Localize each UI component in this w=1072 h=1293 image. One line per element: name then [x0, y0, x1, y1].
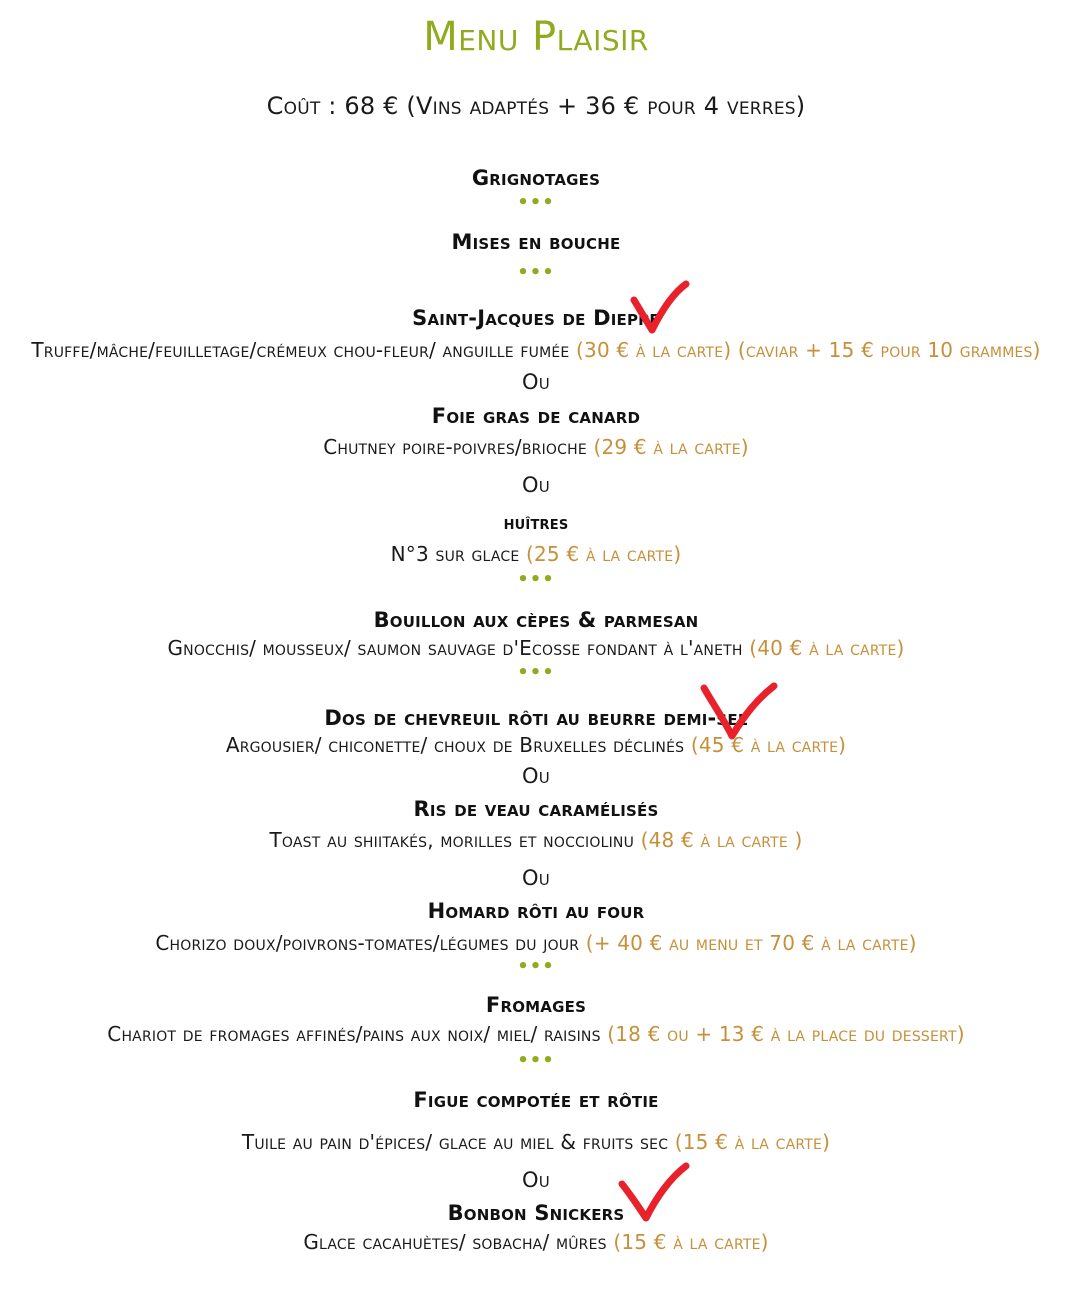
price-text: (45 € à la carte): [690, 733, 847, 757]
desc-homard: [0, 931, 1072, 955]
desc-text: Tuile au pain d'épices/ glace au miel & fruits sec: [241, 1130, 669, 1154]
desc-text: Toast au shiitakés, morilles et nocciolinu: [269, 828, 635, 852]
price-text: (18 € ou + 13 € à la place du dessert): [607, 1022, 965, 1046]
price-text: (30 € à la carte) (caviar + 15 € pour 10 grammes): [576, 338, 1041, 362]
price-text: (48 € à la carte ): [640, 828, 803, 852]
or-separator: Ou: [522, 866, 550, 890]
separator-dots: •••: [517, 662, 555, 683]
price-text: (15 € à la carte): [613, 1230, 769, 1254]
desc-text: Glace cacahuètes/ sobacha/ mûres: [303, 1230, 607, 1254]
or-separator: Ou: [522, 1168, 550, 1192]
dish-saint-jacques: Saint-Jacques de Dieppe: [412, 306, 660, 330]
price-text: (25 € à la carte): [526, 542, 682, 566]
separator-dots: •••: [517, 1050, 555, 1071]
checkmark-icon: [616, 1160, 692, 1224]
separator-dots: •••: [517, 192, 555, 213]
desc-text: Gnocchis/ mousseux/ saumon sauvage d'Ecosse fondant à l'aneth: [167, 636, 743, 660]
separator-dots: •••: [517, 569, 555, 590]
dish-grignotages: Grignotages: [471, 166, 601, 190]
or-separator: Ou: [522, 764, 550, 788]
desc-saint-jacques: [0, 338, 1072, 362]
desc-bonbon-snickers: [0, 1230, 1072, 1254]
desc-text: Truffe/mâche/feuilletage/crémeux chou-fleur/ anguille fumée: [31, 338, 570, 362]
desc-bouillon: [0, 636, 1072, 660]
desc-text: Chariot de fromages affinés/pains aux noix/ miel/ raisins: [107, 1022, 601, 1046]
dish-foie-gras: Foie gras de canard: [431, 404, 641, 428]
separator-dots: •••: [517, 262, 555, 283]
menu-cost: Coût : 68 € (Vins adaptés + 36 € pour 4 verres): [266, 92, 806, 120]
desc-huitres: [0, 542, 1072, 566]
desc-figue: [0, 1130, 1072, 1154]
desc-text: N°3 sur glace: [390, 542, 520, 566]
checkmark-icon: [628, 278, 692, 338]
dish-fromages: Fromages: [485, 993, 587, 1017]
dish-homard: Homard rôti au four: [427, 899, 645, 923]
desc-text: Chorizo doux/poivrons-tomates/légumes du jour: [155, 931, 580, 955]
price-text: (29 € à la carte): [593, 435, 749, 459]
desc-ris-de-veau: [0, 828, 1072, 852]
dish-figue: Figue compotée et rôtie: [413, 1088, 659, 1112]
desc-text: Argousier/ chiconette/ choux de Bruxelles déclinés: [225, 733, 685, 757]
dish-bouillon: Bouillon aux cèpes & parmesan: [373, 608, 699, 632]
menu-title: Menu Plaisir: [423, 14, 649, 60]
separator-dots: •••: [517, 956, 555, 977]
desc-text: Chutney poire-poivres/brioche: [323, 435, 587, 459]
dish-bonbon-snickers: Bonbon Snickers: [447, 1201, 625, 1225]
checkmark-icon: [698, 680, 780, 744]
desc-fromages: [0, 1022, 1072, 1046]
or-separator: Ou: [522, 473, 550, 497]
dish-huitres: huîtres: [503, 512, 569, 534]
price-text: (+ 40 € au menu et 70 € à la carte): [585, 931, 917, 955]
desc-foie-gras: [0, 435, 1072, 459]
dish-mises-en-bouche: Mises en bouche: [451, 230, 621, 254]
dish-chevreuil: Dos de chevreuil rôti au beurre demi-sel: [324, 706, 748, 730]
dish-ris-de-veau: Ris de veau caramélisés: [413, 797, 659, 821]
price-text: (15 € à la carte): [674, 1130, 831, 1154]
price-text: (40 € à la carte): [749, 636, 905, 660]
desc-chevreuil: [0, 733, 1072, 757]
or-separator: Ou: [522, 370, 550, 394]
